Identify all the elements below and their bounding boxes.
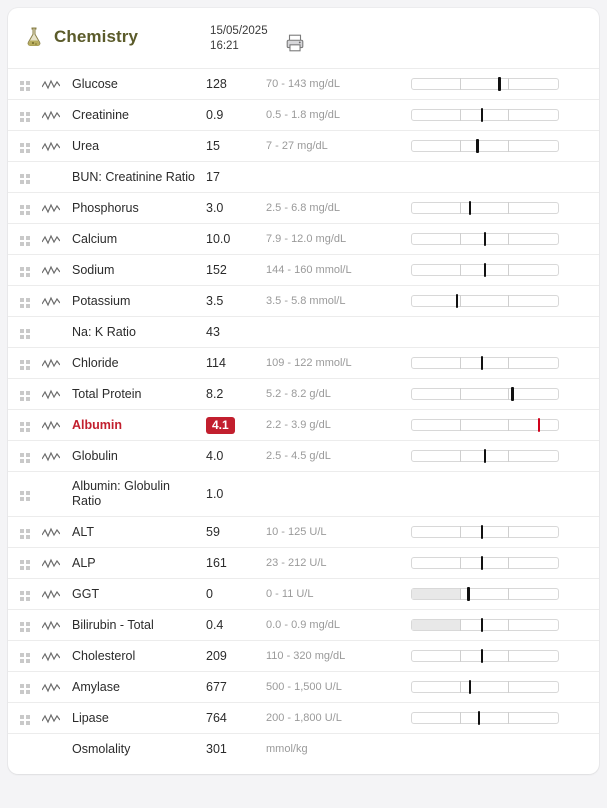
analyte-value: 3.5 [206, 294, 224, 308]
flask-icon [22, 25, 46, 49]
trend-sparkline-icon[interactable] [42, 141, 72, 152]
drag-handle-icon[interactable] [8, 265, 42, 276]
drag-handle-icon[interactable] [8, 110, 42, 121]
range-gauge-cell [411, 681, 599, 693]
range-gauge [411, 78, 559, 90]
analyte-value: 0.9 [206, 108, 224, 122]
range-gauge [411, 712, 559, 724]
analyte-value: 209 [206, 649, 227, 663]
trend-sparkline-icon[interactable] [42, 234, 72, 245]
analyte-value: 152 [206, 263, 227, 277]
analyte-name: Calcium [72, 231, 118, 246]
drag-handle-icon[interactable] [8, 651, 42, 662]
drag-handle-icon[interactable] [8, 620, 42, 631]
range-gauge-cell [411, 264, 599, 276]
analyte-name: ALP [72, 555, 96, 570]
table-row[interactable] [8, 161, 599, 192]
analyte-value: 0.4 [206, 618, 224, 632]
analyte-name: Albumin [72, 417, 122, 432]
range-gauge [411, 557, 559, 569]
trend-sparkline-icon[interactable] [42, 79, 72, 90]
range-gauge-cell [411, 557, 599, 569]
analyte-name: Lipase [72, 710, 109, 725]
table-row[interactable] [8, 440, 599, 471]
trend-sparkline-icon[interactable] [42, 203, 72, 214]
table-row[interactable] [8, 409, 599, 440]
analyte-name: Na: K Ratio [72, 324, 136, 339]
reference-range: 2.5 - 4.5 g/dL [266, 450, 331, 462]
reference-range: 23 - 212 U/L [266, 557, 327, 569]
table-row[interactable] [8, 378, 599, 409]
reference-range: 7.9 - 12.0 mg/dL [266, 233, 347, 245]
reference-range: 2.2 - 3.9 g/dL [266, 419, 331, 431]
range-gauge [411, 588, 559, 600]
analyte-value: 8.2 [206, 387, 224, 401]
chemistry-panel [8, 8, 599, 774]
table-row[interactable] [8, 223, 599, 254]
range-gauge [411, 233, 559, 245]
range-gauge-cell [411, 526, 599, 538]
reference-range: 0.0 - 0.9 mg/dL [266, 619, 340, 631]
trend-sparkline-icon[interactable] [42, 651, 72, 662]
trend-sparkline-icon[interactable] [42, 620, 72, 631]
trend-sparkline-icon[interactable] [42, 389, 72, 400]
analyte-name: Bilirubin - Total [72, 617, 154, 632]
analyte-name: Osmolality [72, 741, 131, 756]
analyte-name: BUN: Creatinine Ratio [72, 169, 195, 184]
trend-sparkline-icon[interactable] [42, 682, 72, 693]
range-gauge-cell [411, 202, 599, 214]
drag-handle-icon[interactable] [8, 589, 42, 600]
range-gauge [411, 109, 559, 121]
reference-range: 109 - 122 mmol/L [266, 357, 352, 369]
analyte-value: 677 [206, 680, 227, 694]
reference-range: 2.5 - 6.8 mg/dL [266, 202, 340, 214]
drag-handle-icon[interactable] [8, 527, 42, 538]
drag-handle-icon[interactable] [8, 79, 42, 90]
drag-handle-icon[interactable] [8, 141, 42, 152]
analyte-value: 17 [206, 170, 220, 184]
table-row[interactable] [8, 347, 599, 378]
table-row[interactable] [8, 578, 599, 609]
drag-handle-icon[interactable] [8, 358, 42, 369]
analyte-value: 0 [206, 587, 213, 601]
page-title: Chemistry [54, 27, 139, 46]
analyte-value: 10.0 [206, 232, 231, 246]
analyte-name: Chloride [72, 355, 119, 370]
trend-sparkline-icon[interactable] [42, 527, 72, 538]
drag-handle-icon[interactable] [8, 389, 42, 400]
status-badge: 4.1 [206, 417, 235, 434]
drag-handle-icon[interactable] [8, 296, 42, 307]
reference-range: mmol/kg [266, 743, 308, 755]
range-gauge [411, 202, 559, 214]
drag-handle-icon[interactable] [8, 327, 42, 338]
analyte-value: 3.0 [206, 201, 224, 215]
table-row[interactable] [8, 640, 599, 671]
trend-sparkline-icon[interactable] [42, 451, 72, 462]
analyte-name: Urea [72, 138, 100, 153]
analyte-value: 43 [206, 325, 220, 339]
range-gauge [411, 357, 559, 369]
table-row[interactable] [8, 130, 599, 161]
range-gauge-cell [411, 109, 599, 121]
analyte-value: 59 [206, 525, 220, 539]
analyte-name: Creatinine [72, 107, 129, 122]
range-gauge-cell [411, 419, 599, 431]
analyte-value: 4.0 [206, 449, 224, 463]
reference-range: 0.5 - 1.8 mg/dL [266, 109, 340, 121]
range-gauge [411, 650, 559, 662]
analyte-value: 161 [206, 556, 227, 570]
table-row[interactable] [8, 702, 599, 733]
drag-handle-icon[interactable] [8, 682, 42, 693]
range-gauge [411, 619, 559, 631]
analyte-value: 128 [206, 77, 227, 91]
result-rows [8, 68, 599, 774]
analyte-value: 764 [206, 711, 227, 725]
trend-sparkline-icon[interactable] [42, 358, 72, 369]
analyte-name: Globulin [72, 448, 118, 463]
range-gauge-cell [411, 233, 599, 245]
reference-range: 5.2 - 8.2 g/dL [266, 388, 331, 400]
analyte-name: GGT [72, 586, 100, 601]
analyte-value [206, 417, 266, 434]
range-gauge-cell [411, 619, 599, 631]
drag-handle-icon[interactable] [8, 420, 42, 431]
range-gauge [411, 295, 559, 307]
reference-range: 0 - 11 U/L [266, 588, 314, 600]
table-row[interactable] [8, 316, 599, 347]
analyte-name: Glucose [72, 76, 118, 91]
reference-range: 3.5 - 5.8 mmol/L [266, 295, 346, 307]
table-row[interactable] [8, 516, 599, 547]
reference-range: 70 - 143 mg/dL [266, 78, 340, 90]
range-gauge-cell [411, 588, 599, 600]
range-gauge [411, 419, 559, 431]
range-gauge-cell [411, 712, 599, 724]
analyte-name: Cholesterol [72, 648, 136, 663]
table-row[interactable] [8, 733, 599, 764]
drag-handle-icon[interactable] [8, 172, 42, 183]
analyte-value: 301 [206, 742, 227, 756]
table-row[interactable] [8, 254, 599, 285]
table-row[interactable] [8, 671, 599, 702]
range-gauge-cell [411, 295, 599, 307]
table-row[interactable] [8, 609, 599, 640]
analyte-value: 15 [206, 139, 220, 153]
range-gauge [411, 264, 559, 276]
reference-range: 110 - 320 mg/dL [266, 650, 346, 662]
analyte-value: 114 [206, 356, 226, 370]
range-gauge [411, 450, 559, 462]
analyte-name: Sodium [72, 262, 115, 277]
report-time: 16:21 [210, 40, 239, 52]
table-row[interactable] [8, 192, 599, 223]
reference-range: 200 - 1,800 U/L [266, 712, 342, 724]
range-gauge [411, 526, 559, 538]
drag-handle-icon[interactable] [8, 558, 42, 569]
drag-handle-icon[interactable] [8, 489, 42, 500]
reference-range: 144 - 160 mmol/L [266, 264, 352, 276]
drag-handle-icon[interactable] [8, 451, 42, 462]
range-gauge-cell [411, 450, 599, 462]
range-gauge [411, 140, 559, 152]
trend-sparkline-icon[interactable] [42, 420, 72, 431]
drag-handle-icon[interactable] [8, 713, 42, 724]
range-gauge-cell [411, 650, 599, 662]
range-gauge-cell [411, 357, 599, 369]
analyte-name: Phosphorus [72, 200, 139, 215]
reference-range: 7 - 27 mg/dL [266, 140, 328, 152]
trend-sparkline-icon[interactable] [42, 265, 72, 276]
drag-handle-icon[interactable] [8, 203, 42, 214]
panel-header [8, 8, 599, 68]
analyte-name: Amylase [72, 679, 120, 694]
report-datetime [210, 24, 272, 54]
drag-handle-icon[interactable] [8, 234, 42, 245]
table-row[interactable] [8, 68, 599, 99]
range-gauge-cell [411, 388, 599, 400]
printer-icon[interactable] [284, 32, 306, 54]
table-row[interactable] [8, 285, 599, 316]
trend-sparkline-icon[interactable] [42, 296, 72, 307]
table-row[interactable] [8, 547, 599, 578]
trend-sparkline-icon[interactable] [42, 713, 72, 724]
reference-range: 10 - 125 U/L [266, 526, 327, 538]
range-gauge [411, 681, 559, 693]
analyte-name: Total Protein [72, 386, 142, 401]
table-row[interactable] [8, 471, 599, 516]
range-gauge [411, 388, 559, 400]
reference-range: 500 - 1,500 U/L [266, 681, 342, 693]
analyte-name: Potassium [72, 293, 131, 308]
trend-sparkline-icon[interactable] [42, 558, 72, 569]
range-gauge-cell [411, 78, 599, 90]
analyte-name: ALT [72, 524, 94, 539]
analyte-value: 1.0 [206, 487, 224, 501]
trend-sparkline-icon[interactable] [42, 589, 72, 600]
table-row[interactable] [8, 99, 599, 130]
analyte-name: Albumin: Globulin Ratio [72, 479, 170, 508]
report-date: 15/05/2025 [210, 25, 268, 37]
trend-sparkline-icon[interactable] [42, 110, 72, 121]
range-gauge-cell [411, 140, 599, 152]
